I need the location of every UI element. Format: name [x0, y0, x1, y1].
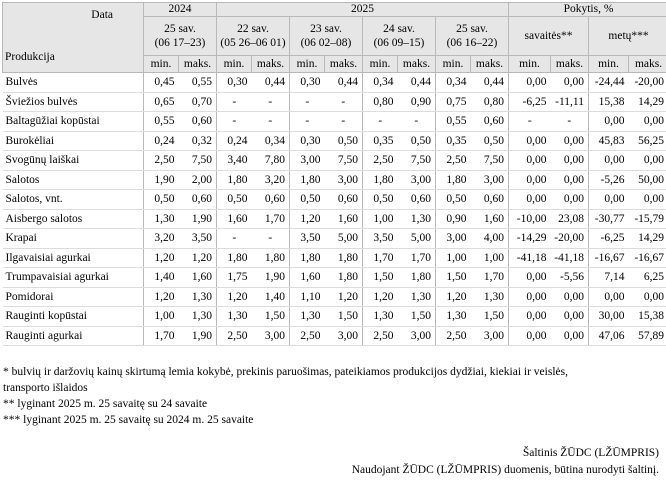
table-cell: 0,50: [436, 190, 471, 210]
table-cell: 2,50: [290, 326, 325, 346]
table-cell: 0,30: [290, 73, 325, 93]
table-cell: 0,80: [363, 92, 398, 112]
table-cell: 0,90: [436, 209, 471, 229]
table-cell: 1,60: [217, 209, 252, 229]
table-cell: 0,34: [252, 131, 290, 151]
table-cell: 1,20: [436, 287, 471, 307]
table-cell: -: [217, 229, 252, 249]
table-row: [3, 190, 666, 210]
table-cell: 7,14: [589, 268, 629, 288]
footnote: *** lyginant 2025 m. 25 savaitę su 2024 m. 25 savaite: [3, 414, 254, 426]
table-cell: 0,32: [179, 131, 217, 151]
table-cell: 0,60: [471, 190, 509, 210]
table-cell: 0,00: [589, 190, 629, 210]
table-cell: 1,90: [179, 209, 217, 229]
table-cell: -: [509, 112, 551, 132]
header-maks: maks.: [398, 56, 436, 73]
table-cell: 1,20: [290, 209, 325, 229]
table-cell: 3,00: [290, 151, 325, 171]
table-cell: 2,50: [217, 326, 252, 346]
table-cell: 0,00: [509, 287, 551, 307]
table-cell: -6,25: [589, 229, 629, 249]
table-cell: 0,60: [471, 112, 509, 132]
table-cell: -16,67: [629, 248, 666, 268]
table-cell: 0,44: [325, 73, 363, 93]
table-cell: 1,80: [290, 170, 325, 190]
table-cell: -: [363, 112, 398, 132]
table-cell: -20,00: [629, 73, 666, 93]
table-cell: 0,00: [551, 307, 589, 327]
table-cell: 1,80: [252, 248, 290, 268]
table-row: [3, 170, 666, 190]
table-cell: 1,90: [144, 170, 179, 190]
table-cell: 3,00: [471, 170, 509, 190]
table-cell: 0,50: [471, 131, 509, 151]
table-cell: -: [217, 92, 252, 112]
source-line: Naudojant ŽŪDC (LŽŪMPRIS) duomenis, būtina nurodyti šaltinį.: [351, 463, 659, 476]
table-cell: 1,60: [290, 268, 325, 288]
header-corner: [3, 3, 144, 73]
table-cell: 1,80: [363, 170, 398, 190]
table-cell: 30,00: [589, 307, 629, 327]
table-row: [3, 229, 666, 249]
product-name: Pomidorai: [3, 287, 144, 307]
table-cell: -41,18: [551, 248, 589, 268]
table-cell: 0,60: [398, 190, 436, 210]
table-cell: 0,50: [144, 190, 179, 210]
table-cell: 1,30: [363, 307, 398, 327]
table-cell: 1,20: [217, 287, 252, 307]
header-week: 25 sav. (06 17–23): [144, 17, 217, 56]
header-min: min.: [436, 56, 471, 73]
table-cell: 3,50: [363, 229, 398, 249]
table-cell: 1,20: [325, 287, 363, 307]
table-row: [3, 131, 666, 151]
header-maks: maks.: [551, 56, 589, 73]
product-name: Šviežios bulvės: [3, 92, 144, 112]
table-cell: 3,00: [436, 229, 471, 249]
table-cell: 1,70: [471, 268, 509, 288]
header-week: 23 sav. (06 02–08): [290, 17, 363, 56]
table-cell: 0,00: [551, 73, 589, 93]
table-cell: 0,00: [509, 170, 551, 190]
table-cell: 0,80: [471, 92, 509, 112]
product-name: Rauginti kopūstai: [3, 307, 144, 327]
table-cell: 1,30: [398, 209, 436, 229]
table-cell: 0,24: [217, 131, 252, 151]
table-cell: -: [290, 92, 325, 112]
table-cell: 0,50: [290, 190, 325, 210]
table-cell: 2,50: [363, 151, 398, 171]
table-cell: 1,80: [217, 170, 252, 190]
table-cell: 2,50: [436, 151, 471, 171]
header-min: min.: [290, 56, 325, 73]
header-maks: maks.: [252, 56, 290, 73]
table-cell: 1,30: [144, 209, 179, 229]
header-min: min.: [363, 56, 398, 73]
table-cell: 1,20: [363, 287, 398, 307]
header-data-label: Data: [91, 9, 113, 21]
table-cell: 3,00: [252, 326, 290, 346]
table-cell: 1,60: [179, 268, 217, 288]
table-cell: 3,00: [398, 170, 436, 190]
table-cell: 1,10: [290, 287, 325, 307]
table-cell: 0,60: [179, 112, 217, 132]
table-cell: 1,80: [398, 268, 436, 288]
footnotes: [3, 364, 568, 428]
table-cell: 1,70: [398, 248, 436, 268]
table-cell: 0,90: [398, 92, 436, 112]
table-cell: 0,00: [589, 151, 629, 171]
table-cell: 0,60: [179, 190, 217, 210]
table-cell: 0,30: [290, 131, 325, 151]
footnote: transporto išlaidos: [3, 382, 88, 394]
table-cell: 3,00: [398, 326, 436, 346]
product-name: Aisbergo salotos: [3, 209, 144, 229]
table-cell: -: [398, 112, 436, 132]
product-name: Burokėliai: [3, 131, 144, 151]
table-cell: 1,20: [179, 248, 217, 268]
table-cell: 7,50: [398, 151, 436, 171]
table-cell: 1,30: [471, 287, 509, 307]
table-cell: 1,50: [325, 307, 363, 327]
table-cell: 1,60: [471, 209, 509, 229]
header-maks: maks.: [325, 56, 363, 73]
table-cell: 0,55: [144, 112, 179, 132]
table-cell: -: [551, 112, 589, 132]
table-cell: 0,70: [179, 92, 217, 112]
table-cell: 1,00: [471, 248, 509, 268]
table-row: [3, 92, 666, 112]
header-produkcija-label: Produkcija: [5, 51, 55, 63]
header-maks: maks.: [471, 56, 509, 73]
table-cell: 1,80: [436, 170, 471, 190]
header-maks: maks.: [179, 56, 217, 73]
table-cell: 47,06: [589, 326, 629, 346]
table-cell: 1,80: [325, 268, 363, 288]
table-cell: 2,50: [363, 326, 398, 346]
table-cell: 3,00: [471, 326, 509, 346]
table-cell: 2,50: [436, 326, 471, 346]
table-cell: 2,50: [144, 151, 179, 171]
header-year-2024: 2024: [144, 3, 217, 17]
table-cell: 1,00: [144, 307, 179, 327]
table-cell: -: [252, 112, 290, 132]
header-week: 22 sav. (05 26–06 01): [217, 17, 290, 56]
header-pokytis: Pokytis, %: [509, 3, 666, 17]
table-cell: 0,50: [398, 131, 436, 151]
table-cell: 0,45: [144, 73, 179, 93]
table-cell: -10,00: [509, 209, 551, 229]
table-cell: 0,30: [217, 73, 252, 93]
table-cell: 0,00: [509, 326, 551, 346]
table-cell: 0,50: [363, 190, 398, 210]
table-cell: 0,00: [551, 151, 589, 171]
table-cell: -: [217, 112, 252, 132]
header-min: min.: [509, 56, 551, 73]
table-cell: 1,20: [144, 287, 179, 307]
table-cell: 0,60: [325, 190, 363, 210]
table-cell: 57,89: [629, 326, 666, 346]
table-cell: 3,00: [325, 326, 363, 346]
header-min: min.: [589, 56, 629, 73]
table-cell: 1,50: [363, 268, 398, 288]
header-year-2025: 2025: [217, 3, 509, 17]
source-note: [352, 445, 659, 478]
table-cell: 0,00: [589, 112, 629, 132]
table-cell: -14,29: [509, 229, 551, 249]
table-cell: 0,50: [217, 190, 252, 210]
table-cell: 3,40: [217, 151, 252, 171]
table-row: [3, 307, 666, 327]
table-cell: 1,30: [179, 287, 217, 307]
table-row: [3, 112, 666, 132]
table-cell: 0,00: [509, 268, 551, 288]
table-cell: 0,34: [436, 73, 471, 93]
product-name: Trumpavaisiai agurkai: [3, 268, 144, 288]
table-cell: -15,79: [629, 209, 666, 229]
table-cell: 0,34: [363, 73, 398, 93]
table-cell: 1,30: [217, 307, 252, 327]
table-cell: 1,50: [471, 307, 509, 327]
header-metu: metų***: [589, 17, 666, 56]
table-cell: 1,40: [252, 287, 290, 307]
table-cell: 0,35: [436, 131, 471, 151]
table-cell: 2,00: [179, 170, 217, 190]
table-cell: 1,75: [217, 268, 252, 288]
table-cell: 1,00: [363, 209, 398, 229]
table-cell: 5,00: [398, 229, 436, 249]
table-cell: 0,00: [509, 190, 551, 210]
table-cell: 0,00: [629, 190, 666, 210]
product-name: Baltagūžiai kopūstai: [3, 112, 144, 132]
table-cell: 0,55: [179, 73, 217, 93]
header-savaites: savaitės**: [509, 17, 589, 56]
product-name: Salotos, vnt.: [3, 190, 144, 210]
table-cell: 1,30: [179, 307, 217, 327]
table-cell: 14,29: [629, 229, 666, 249]
table-cell: 23,08: [551, 209, 589, 229]
header-week: 25 sav. (06 16–22): [436, 17, 509, 56]
product-name: Rauginti agurkai: [3, 326, 144, 346]
table-cell: -5,26: [589, 170, 629, 190]
table-cell: 0,55: [436, 112, 471, 132]
table-cell: 0,50: [325, 131, 363, 151]
table-cell: 0,75: [436, 92, 471, 112]
table-cell: 0,00: [509, 131, 551, 151]
table-cell: 1,80: [217, 248, 252, 268]
table-cell: -: [325, 92, 363, 112]
table-cell: 1,70: [252, 209, 290, 229]
table-cell: 0,00: [509, 151, 551, 171]
footnote: ** lyginant 2025 m. 25 savaitę su 24 savaite: [3, 398, 208, 410]
header-maks: maks.: [629, 56, 666, 73]
header-min: min.: [217, 56, 252, 73]
table-cell: 1,80: [325, 248, 363, 268]
table-cell: -6,25: [509, 92, 551, 112]
table-cell: 0,00: [551, 170, 589, 190]
footnote: * bulvių ir daržovių kainų skirtumą lemia kokybė, prekinis paruošimas, pateikiamos produkcijos dydžiai, kiekiai ir veislės,: [3, 366, 568, 378]
table-cell: 0,24: [144, 131, 179, 151]
table-cell: 56,25: [629, 131, 666, 151]
table-cell: 0,00: [509, 73, 551, 93]
table-cell: 3,20: [144, 229, 179, 249]
table-cell: 0,00: [551, 287, 589, 307]
product-name: Ilgavaisiai agurkai: [3, 248, 144, 268]
table-cell: 4,00: [471, 229, 509, 249]
table-cell: -30,77: [589, 209, 629, 229]
table-row: [3, 151, 666, 171]
table-cell: 15,38: [589, 92, 629, 112]
header-week: 24 sav. (06 09–15): [363, 17, 436, 56]
table-cell: 0,44: [398, 73, 436, 93]
table-cell: 1,50: [252, 307, 290, 327]
table-cell: 0,35: [363, 131, 398, 151]
table-cell: 1,70: [363, 248, 398, 268]
table-cell: 7,50: [471, 151, 509, 171]
table-row: [3, 268, 666, 288]
table-row: [3, 326, 666, 346]
table-cell: 1,30: [290, 307, 325, 327]
table-cell: 3,50: [290, 229, 325, 249]
table-row: [3, 287, 666, 307]
table-cell: 15,38: [629, 307, 666, 327]
table-cell: 6,25: [629, 268, 666, 288]
table-cell: 1,90: [179, 326, 217, 346]
table-cell: 0,00: [629, 112, 666, 132]
table-row: [3, 248, 666, 268]
table-row: [3, 73, 666, 93]
table-cell: 1,30: [436, 307, 471, 327]
table-cell: 0,44: [252, 73, 290, 93]
table-cell: 7,80: [252, 151, 290, 171]
table-cell: -: [252, 229, 290, 249]
table-cell: 1,50: [398, 307, 436, 327]
table-cell: 0,00: [551, 326, 589, 346]
table-cell: 0,00: [551, 190, 589, 210]
table-cell: 0,44: [471, 73, 509, 93]
table-cell: 3,50: [179, 229, 217, 249]
table-cell: 1,40: [144, 268, 179, 288]
table-cell: -11,11: [551, 92, 589, 112]
table-cell: 1,20: [144, 248, 179, 268]
table-cell: -41,18: [509, 248, 551, 268]
header-min: min.: [144, 56, 179, 73]
table-cell: 0,65: [144, 92, 179, 112]
table-cell: 7,50: [325, 151, 363, 171]
table-cell: 1,60: [325, 209, 363, 229]
table-cell: 0,60: [252, 190, 290, 210]
table-cell: 5,00: [325, 229, 363, 249]
product-name: Krapai: [3, 229, 144, 249]
table-cell: -24,44: [589, 73, 629, 93]
table-cell: 7,50: [179, 151, 217, 171]
product-name: Bulvės: [3, 73, 144, 93]
product-name: Svogūnų laiškai: [3, 151, 144, 171]
table-cell: 1,00: [436, 248, 471, 268]
table-cell: -: [325, 112, 363, 132]
table-cell: 14,29: [629, 92, 666, 112]
table-cell: 1,50: [436, 268, 471, 288]
table-cell: -20,00: [551, 229, 589, 249]
table-cell: -5,56: [551, 268, 589, 288]
table-cell: -: [252, 92, 290, 112]
table-cell: 0,00: [509, 307, 551, 327]
table-cell: 45,83: [589, 131, 629, 151]
table-cell: 3,00: [325, 170, 363, 190]
product-name: Salotos: [3, 170, 144, 190]
table-cell: 3,20: [252, 170, 290, 190]
table-cell: 0,00: [629, 151, 666, 171]
table-cell: 1,30: [398, 287, 436, 307]
table-cell: 50,00: [629, 170, 666, 190]
table-cell: -16,67: [589, 248, 629, 268]
table-row: [3, 209, 666, 229]
table-cell: 0,00: [551, 131, 589, 151]
table-cell: 1,90: [252, 268, 290, 288]
table-cell: 0,00: [629, 287, 666, 307]
price-table: [2, 2, 666, 346]
table-cell: 1,80: [290, 248, 325, 268]
table-cell: 0,00: [589, 287, 629, 307]
table-cell: -: [290, 112, 325, 132]
source-line: Šaltinis ŽŪDC (LŽŪMPRIS): [522, 447, 659, 459]
table-cell: 1,70: [144, 326, 179, 346]
